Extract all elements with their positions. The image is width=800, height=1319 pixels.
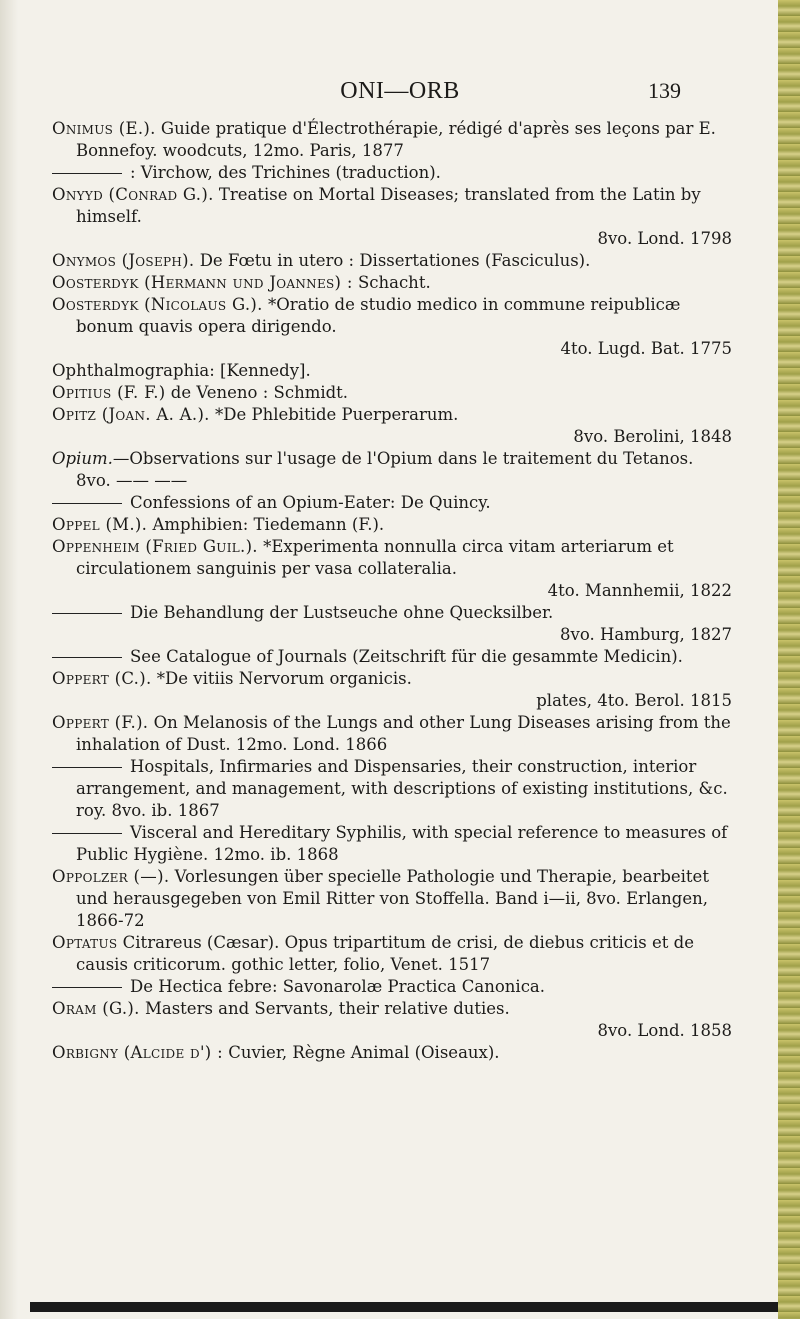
author: Onyyd (Conrad G.).: [52, 185, 214, 204]
imprint: plates, 4to. Berol. 1815: [536, 691, 732, 710]
entry: [52, 646, 732, 668]
entry: [52, 1042, 732, 1064]
right-page-edge: [778, 0, 800, 1319]
entry-text: Treatise on Mortal Diseases; translated from the Latin by himself.: [76, 185, 701, 226]
entry-text: : Virchow, des Trichines (traduction).: [130, 163, 441, 182]
ditto-rule: [52, 173, 122, 174]
subject: Opium.: [52, 449, 113, 468]
entry-text: Vorlesungen über specielle Pathologie und Therapie, bearbeitet und herausgegeben von Emil Ritter von Stoffella. Band i—ii, 8vo. Erlangen, 1866-72: [76, 867, 709, 930]
imprint: 8vo. Hamburg, 1827: [560, 625, 732, 644]
entry-text: Masters and Servants, their relative duties.: [144, 999, 510, 1018]
ditto-rule: [52, 503, 122, 504]
entry-text: de Veneno : Schmidt.: [170, 383, 349, 402]
author: Opitius (F. F.): [52, 383, 166, 402]
entry: [52, 162, 732, 184]
author: Optatus: [52, 933, 118, 952]
entry: [52, 976, 732, 998]
entry: [52, 250, 732, 272]
entry-text: See Catalogue of Journals (Zeitschrift für die gesammte Medicin).: [130, 647, 683, 666]
imprint: 4to. Lugd. Bat. 1775: [560, 339, 732, 358]
page-number: 139: [648, 78, 681, 103]
entry-text: Visceral and Hereditary Syphilis, with special reference to measures of Public Hygiène. 12mo. ib. 1868: [76, 823, 728, 864]
entry-text: Schacht.: [357, 273, 431, 292]
entry: [52, 536, 732, 602]
author: Oppert (F.).: [52, 713, 149, 732]
imprint: 8vo. Lond. 1798: [597, 229, 732, 248]
ditto-rule: [52, 767, 122, 768]
entry: [52, 294, 732, 360]
entry: [52, 382, 732, 404]
entry: [52, 712, 732, 756]
author: Oosterdyk (Nicolaus G.).: [52, 295, 263, 314]
entry: [52, 822, 732, 866]
entry: [52, 448, 732, 492]
entry-text: *Experimenta nonnulla circa vitam arteriarum et circulationem sanguinis per vasa collateralia.: [76, 537, 674, 578]
ditto-rule: [52, 987, 122, 988]
author: Oppenheim (Fried Guil.).: [52, 537, 258, 556]
entry-text: *Oratio de studio medico in commune reipublicæ bonum quavis opera dirigendo.: [76, 295, 681, 336]
catalogue-entries: [52, 118, 732, 1064]
entry: [52, 932, 732, 976]
entry: [52, 492, 732, 514]
entry: [52, 184, 732, 250]
entry-text: Citrareus (Cæsar). Opus tripartitum de crisi, de diebus criticis et de causis criticorum. gothic letter, folio, Venet. 1517: [76, 933, 694, 974]
author: Oram (G.).: [52, 999, 140, 1018]
author: Onymos (Joseph).: [52, 251, 195, 270]
author: Opitz (Joan. A. A.).: [52, 405, 210, 424]
entry: [52, 866, 732, 932]
entry-text: *De vitiis Nervorum organicis.: [156, 669, 412, 688]
entry-text: Die Behandlung der Lustseuche ohne Quecksilber.: [130, 603, 554, 622]
entry-text: On Melanosis of the Lungs and other Lung Diseases arising from the inhalation of Dust. 12mo. Lond. 1866: [76, 713, 731, 754]
entry: [52, 118, 732, 162]
author: Orbigny (Alcide d') :: [52, 1043, 223, 1062]
entry-text: *De Phlebitide Puerperarum.: [214, 405, 459, 424]
author: Oppert (C.).: [52, 669, 152, 688]
entry: [52, 756, 732, 822]
entry-text: Ophthalmographia: [Kennedy].: [52, 361, 311, 380]
imprint: 4to. Mannhemii, 1822: [547, 581, 732, 600]
ditto-rule: [52, 833, 122, 834]
ditto-rule: [52, 613, 122, 614]
author: Oppolzer (—).: [52, 867, 170, 886]
imprint: 8vo. Lond. 1858: [597, 1021, 732, 1040]
entry-text: —Observations sur l'usage de l'Opium dans le traitement du Tetanos. 8vo. —— ——: [76, 449, 694, 490]
entry: [52, 602, 732, 646]
imprint: 8vo. Berolini, 1848: [573, 427, 732, 446]
author: Oppel (M.).: [52, 515, 148, 534]
running-head: ONI—ORB: [340, 78, 460, 104]
entry-text: Cuvier, Règne Animal (Oiseaux).: [228, 1043, 500, 1062]
entry: [52, 404, 732, 448]
entry: [52, 272, 732, 294]
entry: [52, 360, 732, 382]
entry-text: Amphibien: Tiedemann (F.).: [152, 515, 385, 534]
entry-text: Guide pratique d'Électrothérapie, rédigé d'après ses leçons par E. Bonnefoy. woodcuts, 12mo. Paris, 1877: [76, 119, 716, 160]
author: Onimus (E.).: [52, 119, 156, 138]
entry: [52, 998, 732, 1042]
ditto-rule: [52, 657, 122, 658]
entry-text: Hospitals, Infirmaries and Dispensaries, their construction, interior arrangement, and management, with descriptions of existing institutions, &c. roy. 8vo. ib. 1867: [76, 757, 728, 820]
entry: [52, 514, 732, 536]
left-page-edge: [0, 0, 18, 1319]
author: Oosterdyk (Hermann und Joannes) :: [52, 273, 353, 292]
entry-text: De Hectica febre: Savonarolæ Practica Canonica.: [130, 977, 546, 996]
entry-text: De Fœtu in utero : Dissertationes (Fasciculus).: [199, 251, 591, 270]
entry-text: Confessions of an Opium-Eater: De Quincy.: [130, 493, 491, 512]
bottom-edge: [30, 1302, 778, 1312]
entry: [52, 668, 732, 712]
